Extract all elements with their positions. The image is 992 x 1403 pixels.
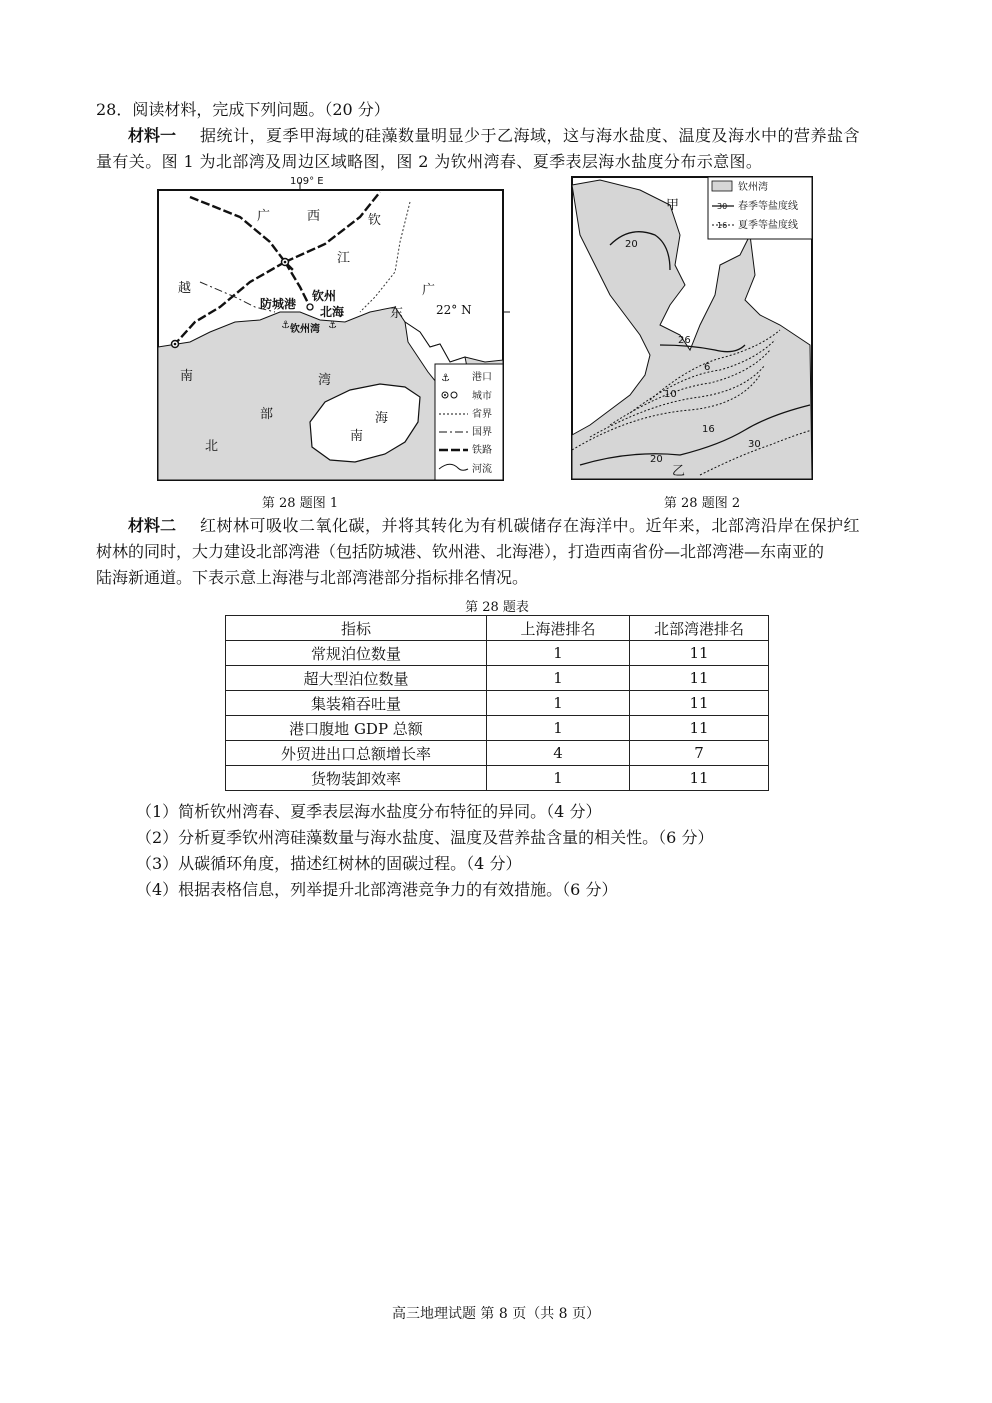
longitude-label: 109° E [290, 176, 324, 187]
label-beihai: 北海 [320, 305, 345, 319]
table-cell: 7 [630, 741, 769, 766]
legend1-national: 国界 [472, 427, 492, 438]
table-cell: 货物装卸效率 [226, 766, 487, 791]
table-cell: 集装箱吞吐量 [226, 691, 487, 716]
anchor-icon: ⚓ [328, 320, 337, 331]
legend1-river: 河流 [472, 464, 492, 475]
table-row [226, 766, 769, 791]
table-cell: 11 [630, 716, 769, 741]
anchor-icon: ⚓ [281, 320, 290, 331]
table-header: 指标 [226, 616, 487, 641]
figure2-map [570, 175, 816, 483]
table-row [226, 716, 769, 741]
legend2-sample-summer: 16 [717, 221, 728, 230]
label-dong: 东 [390, 306, 404, 321]
material2-label: 材料二 [128, 516, 177, 535]
figure1-map [150, 172, 510, 484]
label-qin: 钦 [368, 213, 382, 228]
label-guang2: 广 [422, 283, 436, 298]
table-cell: 1 [487, 691, 630, 716]
label-yue: 越 [178, 281, 192, 296]
legend1-city: 城市 [472, 391, 492, 402]
label-fangchenggang: 防城港 [260, 297, 297, 311]
isohaline-26: 26 [678, 335, 691, 346]
table-cell: 11 [630, 666, 769, 691]
legend1-port: 港口 [472, 372, 492, 383]
table-cell: 1 [487, 766, 630, 791]
material1-line1: 据统计，夏季甲海域的硅藻数量明显少于乙海域，这与海水盐度、温度及海水中的营养盐含 [200, 126, 861, 145]
isohaline-16: 16 [702, 424, 715, 435]
svg-text:⚓: ⚓ [441, 373, 450, 384]
label-yi: 乙 [672, 464, 686, 479]
material2-line3: 陆海新通道。下表示意上海港与北部湾港部分指标排名情况。 [96, 568, 529, 587]
label-nan2: 南 [350, 429, 364, 444]
table-cell: 1 [487, 716, 630, 741]
isohaline-30: 30 [748, 439, 761, 450]
table-caption: 第 28 题表 [465, 600, 529, 615]
legend1-railway: 铁路 [472, 445, 492, 456]
material2-line1: 红树林可吸收二氧化碳，并将其转化为有机碳储存在海洋中。近年来，北部湾沿岸在保护红 [200, 516, 861, 535]
table-cell: 港口腹地 GDP 总额 [226, 716, 487, 741]
table-header-row [226, 616, 769, 641]
figure1-caption: 第 28 题图 1 [261, 496, 339, 511]
isohaline-10: 10 [664, 389, 677, 400]
sub-question-2: （2）分析夏季钦州湾硅藻数量与海水盐度、温度及营养盐含量的相关性。（6 分） [136, 828, 714, 847]
legend2-sample-spring: 30 [717, 202, 728, 211]
sub-question-1: （1）简析钦州湾春、夏季表层海水盐度分布特征的异同。（4 分） [136, 802, 602, 821]
label-qinzhouwan: 钦州湾 [290, 324, 320, 335]
sub-question-4: （4）根据表格信息，列举提升北部湾港竞争力的有效措施。（6 分） [136, 880, 618, 899]
legend2-summer: 夏季等盐度线 [738, 220, 798, 231]
label-jiang: 江 [337, 251, 351, 266]
table-header: 上海港排名 [487, 616, 630, 641]
label-nan: 南 [180, 369, 194, 384]
isohaline-20b: 20 [650, 454, 663, 465]
material1-label: 材料一 [128, 126, 177, 145]
figure2-caption: 第 28 题图 2 [663, 496, 741, 511]
sub-question-3: （3）从碳循环角度，描述红树林的固碳过程。（4 分） [136, 854, 522, 873]
table-cell: 11 [630, 766, 769, 791]
legend2-bay: 钦州湾 [738, 182, 768, 193]
table-cell: 超大型泊位数量 [226, 666, 487, 691]
legend2-spring: 春季等盐度线 [738, 201, 798, 212]
label-jia: 甲 [666, 198, 680, 213]
label-bei: 北 [205, 439, 219, 454]
table-row [226, 741, 769, 766]
table-header: 北部湾港排名 [630, 616, 769, 641]
table-cell: 11 [630, 691, 769, 716]
material2-line2: 树林的同时，大力建设北部湾港（包括防城港、钦州港、北海港），打造西南省份—北部湾港—东南亚的 [96, 542, 825, 561]
legend1-province: 省界 [472, 409, 492, 420]
table-row [226, 691, 769, 716]
material1-line2: 量有关。图 1 为北部湾及周边区域略图，图 2 为钦州湾春、夏季表层海水盐度分布示意图。 [96, 152, 763, 171]
question-title: 28．阅读材料，完成下列问题。（20 分） [96, 100, 390, 119]
table-row [226, 666, 769, 691]
label-bu: 部 [260, 407, 274, 422]
label-xi: 西 [307, 209, 321, 224]
latitude-label: 22° N [436, 303, 472, 317]
label-guang: 广 [257, 209, 271, 224]
table-cell: 11 [630, 641, 769, 666]
label-qinzhou: 钦州 [312, 289, 337, 303]
ranking-table [225, 615, 769, 791]
table-cell: 4 [487, 741, 630, 766]
table-cell: 外贸进出口总额增长率 [226, 741, 487, 766]
label-wan: 湾 [318, 373, 332, 388]
table-cell: 1 [487, 641, 630, 666]
isohaline-6: 6 [704, 362, 711, 373]
table-cell: 1 [487, 666, 630, 691]
page-footer: 高三地理试题 第 8 页（共 8 页） [391, 1306, 601, 1322]
label-hai: 海 [375, 411, 389, 426]
table-cell: 常规泊位数量 [226, 641, 487, 666]
table-row [226, 641, 769, 666]
isohaline-20: 20 [625, 239, 638, 250]
